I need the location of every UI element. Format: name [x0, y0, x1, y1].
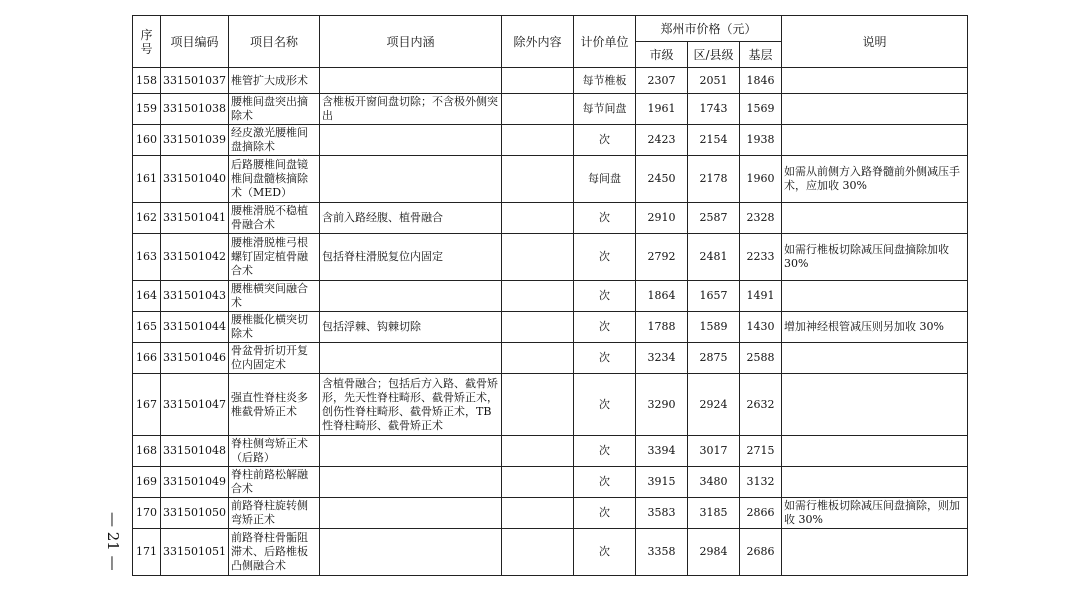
row-price-district: 2051: [688, 68, 740, 94]
row-seq: 168: [133, 436, 161, 467]
row-note: 如需行椎板切除减压间盘摘除加收30%: [782, 234, 968, 281]
row-unit: 次: [574, 436, 636, 467]
row-price-city: 3290: [636, 374, 688, 436]
row-name: 前路脊柱骨骺阻滞术、后路椎板凸侧融合术: [229, 529, 320, 576]
row-code: 331501041: [161, 203, 229, 234]
row-unit: 次: [574, 125, 636, 156]
row-price-district: 3017: [688, 436, 740, 467]
price-table: [132, 15, 968, 576]
row-unit: 次: [574, 281, 636, 312]
row-price-basic: 1430: [740, 312, 782, 343]
row-note: 增加神经根管减压则另加收 30%: [782, 312, 968, 343]
row-note: [782, 94, 968, 125]
row-price-basic: 2686: [740, 529, 782, 576]
row-price-basic: 3132: [740, 467, 782, 498]
row-seq: 163: [133, 234, 161, 281]
row-price-district: 3185: [688, 498, 740, 529]
table-row: [133, 374, 968, 436]
row-code: 331501043: [161, 281, 229, 312]
row-price-district: 1657: [688, 281, 740, 312]
header-seq: 序号: [133, 16, 161, 68]
row-code: 331501042: [161, 234, 229, 281]
row-price-city: 3358: [636, 529, 688, 576]
row-exclude: [502, 234, 574, 281]
row-note: [782, 529, 968, 576]
header-unit: 计价单位: [574, 16, 636, 68]
row-exclude: [502, 374, 574, 436]
row-name: 腰椎横突间融合术: [229, 281, 320, 312]
row-unit: 次: [574, 374, 636, 436]
row-price-basic: 2866: [740, 498, 782, 529]
row-price-basic: 2632: [740, 374, 782, 436]
row-exclude: [502, 436, 574, 467]
row-code: 331501040: [161, 156, 229, 203]
row-name: 脊柱前路松解融合术: [229, 467, 320, 498]
row-price-district: 1589: [688, 312, 740, 343]
header-basic: 基层: [740, 42, 782, 68]
row-unit: 每间盘: [574, 156, 636, 203]
row-exclude: [502, 312, 574, 343]
header-note: 说明: [782, 16, 968, 68]
table-row: [133, 312, 968, 343]
row-note: [782, 467, 968, 498]
row-seq: 161: [133, 156, 161, 203]
row-note: [782, 68, 968, 94]
row-seq: 169: [133, 467, 161, 498]
header-exclude: 除外内容: [502, 16, 574, 68]
row-price-basic: 1569: [740, 94, 782, 125]
row-name: 后路腰椎间盘镜椎间盘髓核摘除术（MED）: [229, 156, 320, 203]
table-body: [133, 68, 968, 576]
row-name: 腰椎滑脱不稳植骨融合术: [229, 203, 320, 234]
row-unit: 次: [574, 234, 636, 281]
header-name: 项目名称: [229, 16, 320, 68]
table-row: [133, 234, 968, 281]
row-code: 331501037: [161, 68, 229, 94]
row-price-city: 2792: [636, 234, 688, 281]
row-price-district: 2154: [688, 125, 740, 156]
header-district: 区/县级: [688, 42, 740, 68]
row-price-district: 3480: [688, 467, 740, 498]
row-code: 331501039: [161, 125, 229, 156]
row-code: 331501046: [161, 343, 229, 374]
row-seq: 162: [133, 203, 161, 234]
row-price-city: 2450: [636, 156, 688, 203]
table-row: [133, 343, 968, 374]
header-city: 市级: [636, 42, 688, 68]
row-content: [320, 467, 502, 498]
row-content: [320, 343, 502, 374]
row-exclude: [502, 94, 574, 125]
row-seq: 164: [133, 281, 161, 312]
row-name: 腰椎间盘突出摘除术: [229, 94, 320, 125]
row-seq: 170: [133, 498, 161, 529]
table-row: [133, 94, 968, 125]
row-price-basic: 2233: [740, 234, 782, 281]
row-name: 椎管扩大成形术: [229, 68, 320, 94]
row-exclude: [502, 68, 574, 94]
header-code: 项目编码: [161, 16, 229, 68]
row-exclude: [502, 156, 574, 203]
row-note: 如需从前侧方入路脊髓前外侧减压手术，应加收 30%: [782, 156, 968, 203]
header-content: 项目内涵: [320, 16, 502, 68]
row-note: [782, 281, 968, 312]
row-content: [320, 529, 502, 576]
row-price-district: 2924: [688, 374, 740, 436]
row-content: 含椎板开窗间盘切除；不含极外侧突出: [320, 94, 502, 125]
row-content: 包括浮棘、钩棘切除: [320, 312, 502, 343]
row-name: 前路脊柱旋转侧弯矫正术: [229, 498, 320, 529]
row-unit: 次: [574, 467, 636, 498]
row-exclude: [502, 529, 574, 576]
table-row: [133, 281, 968, 312]
row-exclude: [502, 203, 574, 234]
row-exclude: [502, 125, 574, 156]
row-name: 脊柱侧弯矫正术（后路）: [229, 436, 320, 467]
row-content: [320, 498, 502, 529]
row-content: 包括脊柱滑脱复位内固定: [320, 234, 502, 281]
row-price-city: 3394: [636, 436, 688, 467]
table-row: [133, 68, 968, 94]
table-row: [133, 498, 968, 529]
row-unit: 次: [574, 498, 636, 529]
row-price-city: 3915: [636, 467, 688, 498]
table-row: [133, 203, 968, 234]
row-price-district: 2875: [688, 343, 740, 374]
table-row: [133, 125, 968, 156]
row-unit: 每节间盘: [574, 94, 636, 125]
row-seq: 166: [133, 343, 161, 374]
row-price-city: 2307: [636, 68, 688, 94]
row-exclude: [502, 343, 574, 374]
row-price-district: 1743: [688, 94, 740, 125]
row-code: 331501049: [161, 467, 229, 498]
row-price-city: 1961: [636, 94, 688, 125]
row-price-city: 3234: [636, 343, 688, 374]
row-seq: 159: [133, 94, 161, 125]
row-name: 骨盆骨折切开复位内固定术: [229, 343, 320, 374]
row-content: 含前入路经腹、植骨融合: [320, 203, 502, 234]
row-price-basic: 2328: [740, 203, 782, 234]
table-row: [133, 467, 968, 498]
row-content: [320, 68, 502, 94]
row-name: 强直性脊柱炎多椎截骨矫正术: [229, 374, 320, 436]
row-price-city: 2423: [636, 125, 688, 156]
row-price-district: 2984: [688, 529, 740, 576]
row-content: [320, 436, 502, 467]
row-seq: 165: [133, 312, 161, 343]
table-row: [133, 529, 968, 576]
row-name: 经皮激光腰椎间盘摘除术: [229, 125, 320, 156]
header-price-group: 郑州市价格（元）: [636, 16, 782, 42]
row-exclude: [502, 498, 574, 529]
row-price-city: 1788: [636, 312, 688, 343]
row-content: [320, 156, 502, 203]
row-seq: 158: [133, 68, 161, 94]
row-unit: 次: [574, 312, 636, 343]
row-note: [782, 125, 968, 156]
row-exclude: [502, 281, 574, 312]
row-note: [782, 374, 968, 436]
row-exclude: [502, 467, 574, 498]
row-code: 331501048: [161, 436, 229, 467]
row-content: 含植骨融合；包括后方入路、截骨矫形，先天性脊柱畸形、截骨矫正术，创伤性脊柱畸形、截骨矫正术，TB性脊柱畸形、截骨矫正术: [320, 374, 502, 436]
row-price-basic: 2588: [740, 343, 782, 374]
row-seq: 167: [133, 374, 161, 436]
row-price-basic: 1846: [740, 68, 782, 94]
row-price-city: 1864: [636, 281, 688, 312]
row-code: 331501038: [161, 94, 229, 125]
row-code: 331501051: [161, 529, 229, 576]
row-note: [782, 436, 968, 467]
row-name: 腰椎骶化横突切除术: [229, 312, 320, 343]
row-note: [782, 343, 968, 374]
table-row: [133, 436, 968, 467]
row-price-district: 2587: [688, 203, 740, 234]
row-code: 331501047: [161, 374, 229, 436]
row-unit: 次: [574, 529, 636, 576]
row-seq: 160: [133, 125, 161, 156]
row-price-city: 2910: [636, 203, 688, 234]
row-price-basic: 1938: [740, 125, 782, 156]
row-code: 331501050: [161, 498, 229, 529]
row-unit: 次: [574, 203, 636, 234]
row-price-basic: 2715: [740, 436, 782, 467]
row-name: 腰椎滑脱椎弓根螺钉固定植骨融合术: [229, 234, 320, 281]
page-number: — 21 —: [104, 512, 122, 571]
row-unit: 每节椎板: [574, 68, 636, 94]
row-note: 如需行椎板切除减压间盘摘除，则加收 30%: [782, 498, 968, 529]
row-price-city: 3583: [636, 498, 688, 529]
row-seq: 171: [133, 529, 161, 576]
row-content: [320, 125, 502, 156]
row-unit: 次: [574, 343, 636, 374]
row-price-district: 2178: [688, 156, 740, 203]
table-row: [133, 156, 968, 203]
row-content: [320, 281, 502, 312]
row-price-basic: 1491: [740, 281, 782, 312]
row-price-district: 2481: [688, 234, 740, 281]
row-code: 331501044: [161, 312, 229, 343]
row-note: [782, 203, 968, 234]
row-price-basic: 1960: [740, 156, 782, 203]
